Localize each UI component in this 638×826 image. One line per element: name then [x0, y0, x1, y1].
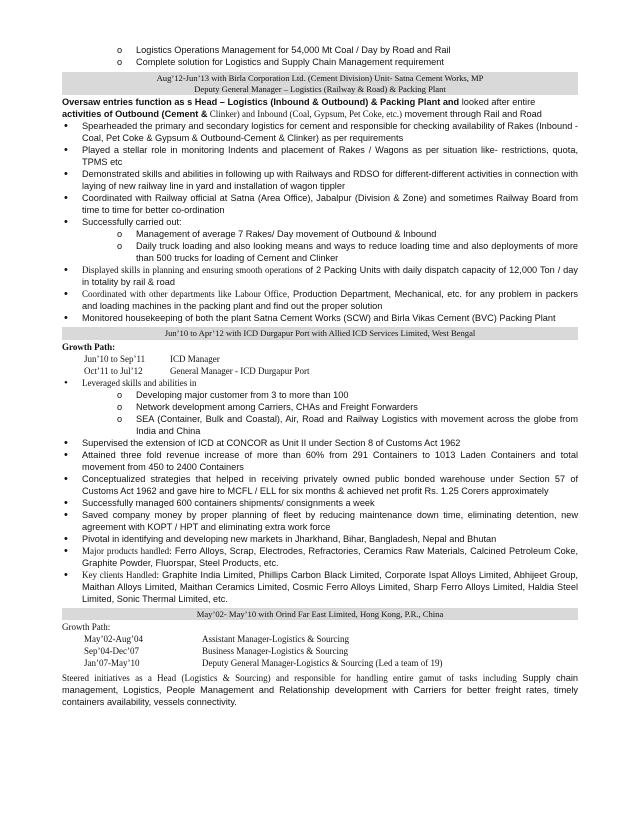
sub-marker: o	[117, 45, 123, 55]
list-item: o Network development among Carriers, CHAs and Freight Forwarders	[117, 401, 418, 412]
bullet-icon: •	[64, 532, 68, 545]
list-item: • Successfully carried out:	[64, 216, 182, 228]
list-item: • Successfully managed 600 containers shipments/ consignments a week	[64, 496, 375, 509]
section-header-orind: May’02- May’10 with Orind Far East Limited, Hong Kong, P.R., China	[62, 608, 578, 621]
bullet-icon: •	[64, 216, 68, 228]
bullet-icon: •	[64, 544, 68, 557]
sub-marker: o	[117, 401, 123, 412]
list-item: • Attained three fold revenue increase of more than 60% from 291 Containers to 1013 Laden Containers and total movement from 450 to 2400 Containers	[64, 448, 578, 472]
list-item: • Played a stellar role in monitoring Indents and placement of Rakes / Wagons as per situation like- restrictions, quota, TPMS etc	[64, 144, 578, 167]
growth-row: May’02-Aug’04 Assistant Manager-Logistics & Sourcing	[84, 634, 350, 644]
list-item: o Daily truck loading and also looking means and ways to reduce loading time and also deployments of more than 500 trucks for loading of Cement and Clinker	[117, 241, 578, 263]
bullet-icon: •	[64, 264, 68, 276]
bullet-icon: •	[64, 288, 68, 300]
bullet-icon: •	[64, 508, 68, 521]
list-item: • Demonstrated skills and abilities in following up with Railways and RDSO for different-different activities in connection with laying of new railway line in yard and installation of wagon tippler	[64, 168, 578, 191]
sub-marker: o	[117, 413, 123, 424]
growth-row: Oct’11 to Jul’12 General Manager - ICD Durgapur Port	[84, 365, 310, 376]
growth-row: Jun’10 to Sep’11 ICD Manager	[84, 353, 220, 364]
bullet-icon: •	[64, 376, 68, 389]
list-item: • Coordinated with Railway official at Satna (Area Office), Jabalpur (Division & Zone) and sometimes Railway Board from time to time for better co-ordination	[64, 192, 578, 215]
list-item: • Monitored housekeeping of both the plant Satna Cement Works (SCW) and Birla Vikas Cement (BVC) Packing Plant	[64, 312, 556, 324]
bullet-icon: •	[64, 144, 68, 156]
orind-summary: Steered initiatives as a Head (Logistics & Sourcing) and responsible for handling entire gamut of tasks including Supply chain management, Logistics, People Management and Relationship development with Carriers for better freight rates, timely containers availability, vessels connectivity.	[62, 673, 578, 707]
growth-row: Sep’04-Dec’07 Business Manager-Logistics & Sourcing	[84, 646, 349, 656]
sub-marker: o	[117, 229, 123, 239]
bullet-icon: •	[64, 436, 68, 449]
list-item: • Supervised the extension of ICD at CONCOR as Unit II under Section 8 of Customs Act 1962	[64, 436, 461, 449]
list-item: • Coordinated with other departments like Labour Office, Production Department, Mechanical, etc. for any problem in packers and loading machines in the packing plant and find out the proper solution	[64, 288, 578, 311]
list-item: • Pivotal in identifying and developing new markets in Jharkhand, Bihar, Bangladesh, Nepal and Bhutan	[64, 532, 497, 545]
sub-marker: o	[117, 57, 123, 67]
list-item: o Logistics Operations Management for 54,000 Mt Coal / Day by Road and Rail	[117, 45, 451, 55]
bullet-icon: •	[64, 496, 68, 509]
list-item: • Displayed skills in planning and ensuring smooth operations of 2 Packing Units with daily dispatch capacity of 12,000 Ton / day in totality by rail & road	[64, 264, 578, 287]
list-item: • Spearheaded the primary and secondary logistics for cement and responsible for checking availability of Rakes (Inbound - Coal, Pet Coke & Gypsum & Outbound-Cement & Clinker) as per requirements	[64, 120, 578, 143]
growth-path-label: Growth Path:	[62, 341, 116, 352]
bullet-icon: •	[64, 448, 68, 461]
list-item: • Conceptualized strategies that helped in receiving privately owned public bonded warehouse under Section 57 of Customs Act 1962 and gave hire to MCFL / ELL for six months & achieved net profit Rs. 1.25 Corers approximately	[64, 472, 578, 496]
bullet-icon: •	[64, 472, 68, 485]
list-item: o Complete solution for Logistics and Supply Chain Management requirement	[117, 57, 444, 67]
list-item: • Key clients Handled: Graphite India Limited, Phillips Carbon Black Limited, Corporate Ispat Alloys Limited, Abhijeet Group, Maithan Alloys Limited, Maithan Ceramics Limited, Cosmic Ferro Alloys Limited, Sharp Ferro Alloys Limited, Haldia Steel Limited, Sonic Thermal Limited, etc.	[64, 568, 578, 604]
bullet-icon: •	[64, 312, 68, 324]
section-header-birla: Aug’12-Jun’13 with Birla Corporation Ltd. (Cement Division) Unit- Satna Cement Works, MP Deputy General Manager – Logistics (Railway & Road) & Packing Plant	[62, 72, 578, 95]
birla-intro: Oversaw entries function as s Head – Logistics (Inbound & Outbound) & Packing Plant and looked after entire	[62, 97, 536, 107]
list-item: • Leveraged skills and abilities in	[64, 376, 197, 389]
resume-page	[62, 44, 578, 708]
list-item: o Management of average 7 Rakes/ Day movement of Outbound & Inbound	[117, 229, 437, 239]
birla-intro-2: activities of Outbound (Cement & Clinker) and Inbound (Coal, Gypsum, Pet Coke, etc.) movement through Rail and Road	[62, 109, 542, 119]
growth-row: Jan’07-May’10 Deputy General Manager-Logistics & Sourcing (Led a team of 19)	[84, 658, 443, 668]
list-item: o SEA (Container, Bulk and Coastal), Air, Road and Railway Logistics with movement across the globe from India and China	[117, 413, 578, 436]
bullet-icon: •	[64, 568, 68, 581]
sub-marker: o	[117, 389, 123, 400]
sub-marker: o	[117, 241, 123, 251]
list-item: o Developing major customer from 3 to more than 100	[117, 389, 349, 400]
bullet-icon: •	[64, 120, 68, 132]
list-item: • Major products handled: Ferro Alloys, Scrap, Electrodes, Refractories, Ceramics Raw Materials, Calcined Petroleum Coke, Graphite Powder, Fluorspar, Steel Products, etc.	[64, 544, 578, 568]
bullet-icon: •	[64, 192, 68, 204]
list-item: • Saved company money by proper planning of fleet by reducing maintenance down time, eliminating detention, new agreement with KOPT / HPT and eliminating extra work force	[64, 508, 578, 532]
bullet-icon: •	[64, 168, 68, 180]
section-header-icd: Jun’10 to Apr’12 with ICD Durgapur Port with Allied ICD Services Limited, West Bengal	[62, 327, 578, 340]
growth-path-label: Growth Path:	[62, 622, 111, 632]
